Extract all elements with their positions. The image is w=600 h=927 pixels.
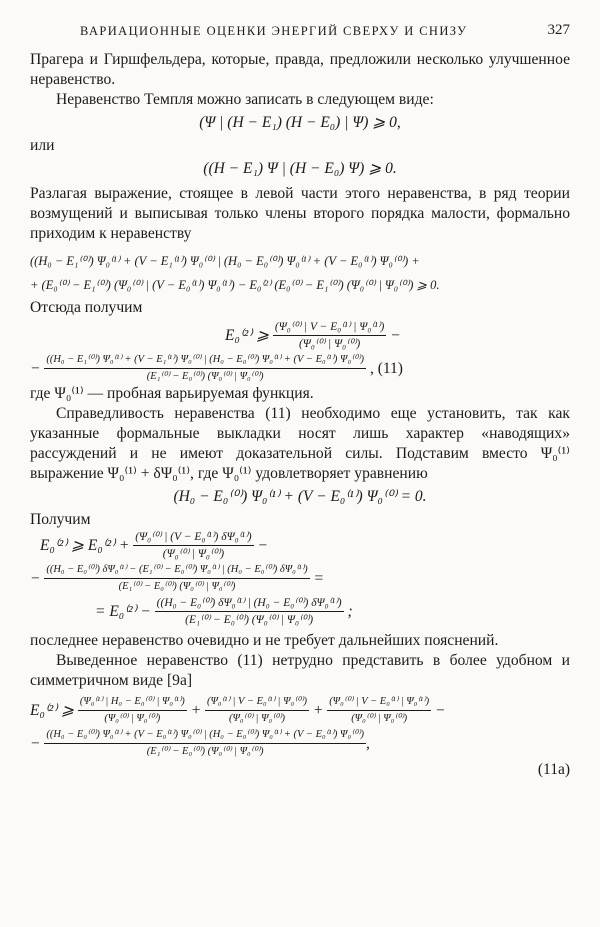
- eq7-fraction-4-denominator: (E₁⁽⁰⁾ − E₀⁽⁰⁾) (Ψ₀⁽⁰⁾ | Ψ₀⁽⁰⁾): [146, 746, 264, 757]
- paragraph-9: Выведенное неравенство (11) нетрудно представить в более удобном и симметричном виде [9а]: [30, 652, 570, 689]
- eq7-fraction-4: [44, 728, 366, 759]
- eq4-minus: −: [390, 326, 401, 344]
- eq4-fraction-2-numerator: ((H₀ − E₁⁽⁰⁾) Ψ₀⁽¹⁾ + (V − E₁⁽¹⁾) Ψ₀⁽⁰⁾ | (H₀ − E₀⁽⁰⁾) Ψ₀⁽¹⁾ + (V − E₀⁽¹⁾) Ψ₀⁽⁰⁾): [44, 353, 366, 369]
- paragraph-5: где Ψ₀⁽¹⁾ — пробная варьируемая функция.: [30, 385, 314, 402]
- eq7-fraction-2: [205, 695, 309, 726]
- eq6-fraction-1-numerator: (Ψ₀⁽⁰⁾ | (V − E₀⁽¹⁾) δΨ₀⁽¹⁾): [133, 530, 253, 546]
- equation-6-line-1: E₀⁽²⁾ ⩾ E₀⁽²⁾ + $\frac{\text{(Ψ₀⁽⁰⁾ | (V − E₀⁽¹⁾) δΨ₀⁽¹⁾)}}{\text{(Ψ₀⁽⁰⁾ | Ψ₀⁽⁰⁾)}}$ −: [40, 531, 268, 560]
- paragraph-7: Получим: [30, 511, 91, 528]
- equation-5: (H₀ − E₀⁽⁰⁾) Ψ₀⁽¹⁾ + (V − E₀⁽¹⁾) Ψ₀⁽⁰⁾ = 0.: [173, 488, 427, 505]
- eq7-fraction-2-numerator: (Ψ₀⁽¹⁾ | V − E₀⁽¹⁾ | Ψ₀⁽⁰⁾): [205, 695, 309, 711]
- book-page: [30, 22, 570, 781]
- equation-7-line-2: − ((H₀ − E₀⁽⁰⁾) Ψ₀⁽¹⁾ + (V − E₀⁽¹⁾) Ψ₀⁽⁰⁾ | (H₀ − E₀⁽⁰⁾) Ψ₀⁽¹⁾ + (V − E₀⁽¹⁾) Ψ₀⁽⁰⁾) (E₁⁽⁰⁾ − E₀⁽⁰⁾) (Ψ₀⁽⁰⁾ | Ψ₀⁽⁰⁾) ,: [30, 729, 370, 757]
- eq6-fraction-3-numerator: ((H₀ − E₀⁽⁰⁾) δΨ₀⁽¹⁾ | (H₀ − E₀⁽⁰⁾) δΨ₀⁽¹⁾): [155, 596, 344, 612]
- eq6-line-3-lhs: = E₀⁽²⁾ −: [95, 602, 151, 620]
- equation-4-line-2: [30, 353, 570, 384]
- eq7-fraction-3-numerator: (Ψ₀⁽⁰⁾ | V − E₀⁽¹⁾ | Ψ₀⁽¹⁾): [327, 695, 431, 711]
- eq7-fraction-3: [327, 695, 431, 726]
- eq6-lhs: E₀⁽²⁾ ⩾ E₀⁽²⁾ +: [40, 536, 130, 554]
- equation-4-line-1: [225, 320, 570, 351]
- eq4-leading-minus: −: [30, 359, 41, 377]
- eq4-fraction-1: [273, 320, 386, 351]
- equation-6-line-3: = E₀⁽²⁾ − $\frac{\text{((H₀ − E₀⁽⁰⁾) δΨ₀⁽¹⁾ | (H₀ − E₀⁽⁰⁾) δΨ₀⁽¹⁾)}}{\text{(E₁⁽⁰⁾ − E₀⁽⁰⁾) (Ψ₀⁽⁰⁾ | Ψ₀⁽⁰⁾)}}$ ;: [95, 597, 353, 626]
- equation-3-line-1: ((H₀ − E₁⁽⁰⁾) Ψ₀⁽¹⁾ + (V − E₁⁽¹⁾) Ψ₀⁽⁰⁾ | (H₀ − E₀⁽⁰⁾) Ψ₀⁽¹⁾ + (V − E₀⁽¹⁾) Ψ₀⁽⁰⁾) +: [30, 254, 420, 268]
- running-title: ВАРИАЦИОННЫЕ ОЦЕНКИ ЭНЕРГИЙ СВЕРХУ И СНИЗУ: [80, 24, 468, 38]
- paragraph-1: Прагера и Гиршфельдера, которые, правда, предложили несколько улучшенное неравенство.: [30, 51, 570, 88]
- eq7-fraction-4-numerator: ((H₀ − E₀⁽⁰⁾) Ψ₀⁽¹⁾ + (V − E₀⁽¹⁾) Ψ₀⁽⁰⁾ | (H₀ − E₀⁽⁰⁾) Ψ₀⁽¹⁾ + (V − E₀⁽¹⁾) Ψ₀⁽⁰⁾): [44, 728, 366, 744]
- equation-2: ((H − E₁) Ψ | (H − E₀) Ψ) ⩾ 0.: [203, 160, 397, 177]
- eq6-fraction-3-denominator: (E₁⁽⁰⁾ − E₀⁽⁰⁾) (Ψ₀⁽⁰⁾ | Ψ₀⁽⁰⁾): [185, 614, 314, 626]
- eq7-fraction-2-denominator: (Ψ₀⁽⁰⁾ | Ψ₀⁽⁰⁾): [229, 713, 285, 724]
- equation-3-line-2: + (E₀⁽⁰⁾ − E₁⁽⁰⁾) (Ψ₀⁽⁰⁾ | (V − E₀⁽¹⁾) Ψ₀⁽¹⁾) − E₀⁽²⁾ (E₀⁽⁰⁾ − E₁⁽⁰⁾) (Ψ₀⁽⁰⁾ | Ψ₀⁽⁰⁾) ⩾ 0.: [30, 278, 440, 292]
- eq7-comma: ,: [365, 734, 370, 752]
- eq6-fraction-3: [155, 596, 344, 627]
- eq6-fraction-2-denominator: (E₁⁽⁰⁾ − E₀⁽⁰⁾) (Ψ₀⁽⁰⁾ | Ψ₀⁽⁰⁾): [118, 581, 236, 592]
- equation-1: (Ψ | (H − E₁) (H − E₀) | Ψ) ⩾ 0,: [199, 114, 401, 131]
- eq4-fraction-2-denominator: (E₁⁽⁰⁾ − E₀⁽⁰⁾) (Ψ₀⁽⁰⁾ | Ψ₀⁽⁰⁾): [146, 371, 264, 382]
- page-header: [30, 22, 570, 50]
- eq6-fraction-1-denominator: (Ψ₀⁽⁰⁾ | Ψ₀⁽⁰⁾): [162, 548, 225, 560]
- or-word: или: [30, 137, 55, 154]
- eq6-fraction-1: [133, 530, 253, 561]
- eq7-fraction-1-denominator: (Ψ₀⁽⁰⁾ | Ψ₀⁽⁰⁾): [104, 713, 161, 724]
- eq7-fraction-1-numerator: (Ψ₀⁽¹⁾ | H₀ − E₀⁽⁰⁾ | Ψ₀⁽¹⁾): [78, 695, 187, 711]
- paragraph-8: последнее неравенство очевидно и не требует дальнейших пояснений.: [30, 632, 499, 649]
- eq6-fraction-2: [44, 563, 309, 594]
- eq7-fraction-1: [78, 695, 187, 726]
- equation-number-11a: (11а): [537, 761, 570, 778]
- eq4-lhs: E₀⁽²⁾ ⩾: [225, 326, 269, 344]
- paragraph-6: Справедливость неравенства (11) необходимо еще установить, так как указанные формальные выкладки носят лишь характер «наводящих» рассуждений и не имеют доказательной силы. Подставим вместо Ψ₀⁽¹⁾ выражение Ψ₀⁽¹⁾ + δΨ₀⁽¹⁾, где Ψ₀⁽¹⁾ удовлетворяет уравнению: [30, 405, 570, 482]
- page-number: 327: [547, 22, 570, 38]
- paragraph-2: Неравенство Темпля можно записать в следующем виде:: [56, 91, 434, 108]
- eq4-fraction-1-numerator: (Ψ₀⁽⁰⁾ | V − E₀⁽¹⁾ | Ψ₀⁽¹⁾): [273, 320, 386, 336]
- equation-7-line-1: E₀⁽²⁾ ⩾ $\frac{\text{(Ψ₀⁽¹⁾ | H₀ − E₀⁽⁰⁾ | Ψ₀⁽¹⁾)}}{\text{(Ψ₀⁽⁰⁾ | Ψ₀⁽⁰⁾)}}$ + $\frac{\text{(Ψ₀⁽¹⁾ | V − E₀⁽¹⁾ | Ψ₀⁽⁰⁾)}}{\text{(Ψ₀⁽⁰⁾ | Ψ₀⁽⁰⁾)}}$ + $\frac{\text{(Ψ₀⁽⁰⁾ | V − E₀⁽¹⁾ | Ψ₀⁽¹⁾)}}{\text{(Ψ₀⁽⁰⁾ | Ψ₀⁽⁰⁾)}}$ −: [30, 696, 446, 724]
- eq7-lhs: E₀⁽²⁾ ⩾: [30, 701, 74, 719]
- equation-6-line-2: − ((H₀ − E₀⁽⁰⁾) δΨ₀⁽¹⁾ − (E₁⁽⁰⁾ − E₀⁽⁰⁾) Ψ₀⁽¹⁾ | (H₀ − E₀⁽⁰⁾) δΨ₀⁽¹⁾) (E₁⁽⁰⁾ − E₀⁽⁰⁾) (Ψ₀⁽⁰⁾ | Ψ₀⁽⁰⁾) =: [30, 564, 324, 592]
- eq7-fraction-3-denominator: (Ψ₀⁽⁰⁾ | Ψ₀⁽⁰⁾): [351, 713, 408, 724]
- paragraph-4: Отсюда получим: [30, 299, 143, 316]
- equation-number-11: , (11): [369, 359, 403, 377]
- equation-7-number-row: [30, 759, 570, 781]
- paragraph-3: Разлагая выражение, стоящее в левой части этого неравенства, в ряд теории возмущений и выписывая только члены второго порядка малости, формально приходим к неравенству: [30, 185, 570, 242]
- eq4-fraction-2: [44, 353, 366, 384]
- eq4-fraction-1-denominator: (Ψ₀⁽⁰⁾ | Ψ₀⁽⁰⁾): [298, 338, 361, 350]
- eq6-fraction-2-numerator: ((H₀ − E₀⁽⁰⁾) δΨ₀⁽¹⁾ − (E₁⁽⁰⁾ − E₀⁽⁰⁾) Ψ₀⁽¹⁾ | (H₀ − E₀⁽⁰⁾) δΨ₀⁽¹⁾): [44, 563, 309, 579]
